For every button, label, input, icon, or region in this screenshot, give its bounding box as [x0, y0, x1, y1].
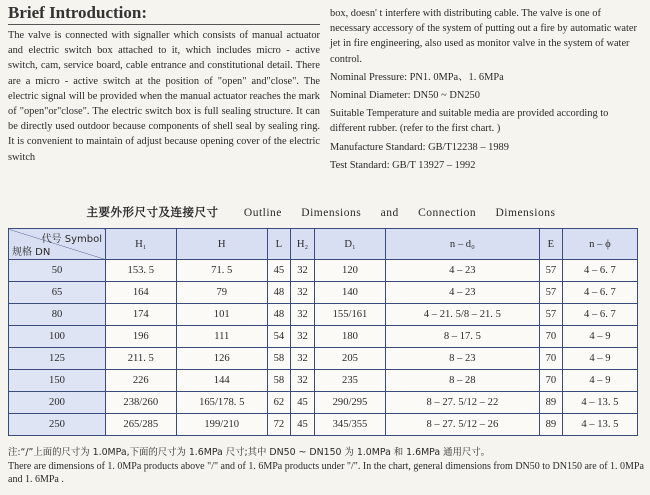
table-note-en: There are dimensions of 1. 0MPa products above "/" and of 1. 6MPa products under "/". In the chart, general dimensions from DN50 to DN150 are of 1. 0MPa and 1. 6MPa .	[8, 461, 644, 485]
table-cell: 120	[315, 260, 386, 282]
table-cell: 8 – 27. 5/12 – 26	[385, 414, 539, 436]
dn-cell: 150	[9, 370, 106, 392]
table-cell: 32	[290, 304, 314, 326]
table-cell: 126	[176, 348, 267, 370]
table-cell: 180	[315, 326, 386, 348]
table-row	[9, 282, 638, 304]
table-cell: 101	[176, 304, 267, 326]
column-header: n – ϕ	[562, 229, 637, 260]
table-cell: 174	[106, 304, 177, 326]
table-heading	[0, 204, 650, 220]
table-cell: 45	[290, 414, 314, 436]
table-cell: 45	[267, 260, 290, 282]
table-corner-cell	[9, 229, 106, 260]
table-cell: 345/355	[315, 414, 386, 436]
column-header: H₂	[290, 229, 314, 260]
dn-cell: 250	[9, 414, 106, 436]
table-cell: 205	[315, 348, 386, 370]
column-header: H	[176, 229, 267, 260]
page-title: Brief Introduction:	[8, 3, 147, 22]
column-header: L	[267, 229, 290, 260]
table-cell: 4 – 9	[562, 370, 637, 392]
intro-right-column	[330, 6, 642, 176]
table-row	[9, 326, 638, 348]
table-cell: 4 – 9	[562, 326, 637, 348]
table-cell: 165/178. 5	[176, 392, 267, 414]
table-cell: 32	[290, 260, 314, 282]
table-cell: 89	[539, 414, 562, 436]
intro-left-column	[8, 28, 320, 165]
table-cell: 235	[315, 370, 386, 392]
table-cell: 62	[267, 392, 290, 414]
table-header-row	[9, 229, 638, 260]
table-cell: 89	[539, 392, 562, 414]
heading-word: Connection	[418, 207, 477, 219]
table-cell: 4 – 13. 5	[562, 392, 637, 414]
heading-word: Dimensions	[301, 207, 362, 219]
table-heading-en	[236, 207, 564, 219]
table-cell: 211. 5	[106, 348, 177, 370]
table-cell: 57	[539, 282, 562, 304]
dn-cell: 65	[9, 282, 106, 304]
table-cell: 140	[315, 282, 386, 304]
table-cell: 4 – 6. 7	[562, 260, 637, 282]
table-cell: 4 – 6. 7	[562, 304, 637, 326]
table-cell: 8 – 28	[385, 370, 539, 392]
dimensions-table	[8, 228, 638, 436]
table-cell: 290/295	[315, 392, 386, 414]
title-underline	[8, 24, 320, 25]
table-cell: 48	[267, 304, 290, 326]
table-heading-zh: 主要外形尺寸及连接尺寸	[86, 205, 219, 219]
heading-word: Dimensions	[495, 207, 556, 219]
table-cell: 4 – 6. 7	[562, 282, 637, 304]
table-row	[9, 304, 638, 326]
corner-dn-label: 规格 DN	[12, 247, 51, 258]
corner-symbol-label: 代号 Symbol	[41, 234, 102, 245]
table-note-zh: 注:“/”上面的尺寸为 1.0MPa,下面的尺寸为 1.6MPa 尺寸;其中 DN50 ~ DN150 为 1.0MPa 和 1.6MPa 通用尺寸。	[8, 447, 490, 458]
spec-nominal-pressure: Nominal Pressure: PN1. 0MPa、1. 6MPa	[330, 71, 504, 83]
table-cell: 32	[290, 370, 314, 392]
dn-cell: 100	[9, 326, 106, 348]
column-header: E	[539, 229, 562, 260]
table-cell: 4 – 23	[385, 282, 539, 304]
spec-nominal-diameter: Nominal Diameter: DN50 ~ DN250	[330, 90, 480, 102]
table-cell: 144	[176, 370, 267, 392]
spec-temperature-media: Suitable Temperature and suitable media are provided according to different rubber. (refer to the first chart. )	[330, 108, 609, 135]
dn-cell: 50	[9, 260, 106, 282]
table-cell: 57	[539, 304, 562, 326]
intro-paragraph: The valve is connected with signaller which consists of manual actuator and electric switch box attached to it, which includes micro - active switch, cam, service board, cable entrance and constitutional detail. There are a micro - active switch at the position of "open" and"close". The electric signal will be provided when the manual actuator reaches the mark of "open"or"close". The electric switch box is full sealing structure. It can be directly used outdoor because components of shell seal by sealing ring. It is convenient to maintain of adjust because opening cover of the electric switch	[8, 30, 320, 163]
table-cell: 226	[106, 370, 177, 392]
table-cell: 72	[267, 414, 290, 436]
table-cell: 164	[106, 282, 177, 304]
table-cell: 238/260	[106, 392, 177, 414]
table-row	[9, 414, 638, 436]
table-cell: 8 – 23	[385, 348, 539, 370]
table-cell: 196	[106, 326, 177, 348]
table-cell: 4 – 13. 5	[562, 414, 637, 436]
table-cell: 4 – 23	[385, 260, 539, 282]
dn-cell: 125	[9, 348, 106, 370]
intro-paragraph-continued: box, doesn' t interfere with distributing cable. The valve is one of necessary accessory of the system of putting out a fire by automatic water jet in fire engineering, also used as monitor valve in the system of water control.	[330, 8, 637, 65]
table-cell: 199/210	[176, 414, 267, 436]
table-cell: 111	[176, 326, 267, 348]
table-row	[9, 348, 638, 370]
table-cell: 4 – 21. 5/8 – 21. 5	[385, 304, 539, 326]
table-cell: 32	[290, 348, 314, 370]
column-header: D₁	[315, 229, 386, 260]
table-cell: 70	[539, 370, 562, 392]
column-header: H₁	[106, 229, 177, 260]
table-row	[9, 392, 638, 414]
table-cell: 58	[267, 370, 290, 392]
table-cell: 70	[539, 326, 562, 348]
dn-cell: 200	[9, 392, 106, 414]
table-cell: 79	[176, 282, 267, 304]
table-cell: 48	[267, 282, 290, 304]
spec-test-standard: Test Standard: GB/T 13927 – 1992	[330, 159, 476, 171]
table-row	[9, 370, 638, 392]
heading-word: Outline	[243, 207, 282, 219]
table-cell: 58	[267, 348, 290, 370]
table-cell: 32	[290, 282, 314, 304]
table-cell: 265/285	[106, 414, 177, 436]
table-cell: 8 – 27. 5/12 – 22	[385, 392, 539, 414]
spec-manufacture-standard: Manufacture Standard: GB/T12238 – 1989	[330, 141, 509, 153]
heading-word: and	[380, 207, 399, 219]
dn-cell: 80	[9, 304, 106, 326]
column-header: n – d₀	[385, 229, 539, 260]
table-row	[9, 260, 638, 282]
table-cell: 4 – 9	[562, 348, 637, 370]
table-cell: 71. 5	[176, 260, 267, 282]
table-cell: 153. 5	[106, 260, 177, 282]
table-cell: 32	[290, 326, 314, 348]
table-cell: 54	[267, 326, 290, 348]
table-cell: 155/161	[315, 304, 386, 326]
table-cell: 57	[539, 260, 562, 282]
table-cell: 45	[290, 392, 314, 414]
table-cell: 8 – 17. 5	[385, 326, 539, 348]
table-cell: 70	[539, 348, 562, 370]
